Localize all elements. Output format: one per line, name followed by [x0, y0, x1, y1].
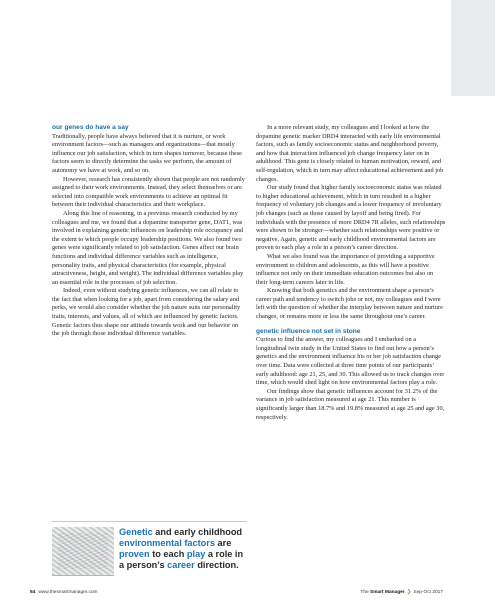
paragraph: Traditionally, people have always believed that it is nurture, or work environment factors—such as managers and organizations—that mostly influence our job satisfaction, which in turn shapes turnover, because these factors seem to directly determine the tasks we perform, the amount of autonomy we have at work, and so on. [52, 132, 242, 174]
pull-quote-text [119, 527, 249, 571]
pull-quote-word: and early childhood [152, 527, 243, 537]
paragraph: What we also found was the importance of providing a supportive environment to children and adolescents, as this will have a positive influence not only on their immediate education outcomes but also on their long-term careers later in life. [256, 252, 435, 286]
magazine-name: Smart Manager [370, 590, 405, 595]
pull-quote-image [52, 527, 114, 576]
paragraph: Curious to find the answer, my colleagues and I embarked on a longitudinal twin study in the United States to find out how a person’s genetics and the environment influence his or her job satisfaction change over time. Data were collected at three time points of our participants’ early adulthood: age 21, 25, and 30. This allowed us to track changes over time, which would shed light on how environmental factors play a role. [256, 336, 445, 387]
pull-quote-word: are [214, 538, 232, 548]
page-number: 54 [30, 590, 36, 595]
pull-quote-word: proven [119, 549, 150, 559]
chevron-right-icon: ❯ [407, 590, 412, 595]
website-link[interactable]: www.thesmartmanager.com [38, 590, 98, 595]
footer-left [30, 590, 98, 595]
pull-quote-word: Genetic [119, 527, 153, 537]
paragraph: Along this line of reasoning, in a previous research conducted by my colleagues and me, we found that a dopamine transporter gene, DAT1, was involved in explaining genetic influences on leadership role occupancy and the extent to which people occupy leadership positions. We also found two genes were significantly related to job satisfaction. Genes affect our brain functions and individual difference variables such as intelligence, personality traits, and physical characteristics (for example, physical attractiveness, height, and weight). The individual difference variables play an essential role in the processes of job selection. [52, 209, 244, 286]
page-footer [0, 590, 495, 600]
paragraph: In a more relevant study, my colleagues and I looked at how the dopamine genetic marker DRD4 interacted with early life environmental factors, such as family socioeconomic status and neighborhood poverty, and how that interaction influenced job change frequency later on in adulthood. This gene is closely related to human motivation, reward, and self-regulation, which in turn may affect educational achievement and job changes. [256, 124, 444, 183]
paragraph: Knowing that both genetics and the environment shape a person’s career path and tendency to switch jobs or not, my colleagues and I were left with the question of whether the interplay between nature and nurture changes, or remains more or less the same throughout one’s career. [256, 287, 443, 321]
corner-tab [451, 0, 495, 96]
section-heading-genes: our genes do have a say [52, 124, 129, 131]
paragraph: Our findings show that genetic influences account for 31.2% of the variance in job satisfaction measured at age 21. This number is significantly larger than 18.7% and 19.8% measured at age 25 and age 30, respectively. [256, 387, 445, 421]
paragraph: Our study found that higher family socioeconomic status was related to higher educational achievement, which in turn resulted in a higher frequency of voluntary job changes and a lower frequency of involuntary job changes (such as those caused by layoff and being fired). For individuals with the presence of more DRD4 7R alleles, such relationships were shown to be stronger—whether such relationships were positive or negative. Again, genetic and early childhood environmental factors are proven to each play a role in a person’s career direction. [256, 184, 446, 252]
issue-date: Sep-Oct 2017 [413, 590, 443, 595]
paragraph: Indeed, even without studying genetic influences, we can all relate to the fact that when looking for a job, apart from considering the salary and perks, we would also consider whether the job nature suits our personality traits, interests, and values, all of which are influenced by genetic factors. Genetic factors thus shape our attitude towards work and our behavior on the job through those individual difference variables. [52, 287, 241, 338]
left-column [52, 124, 245, 339]
pull-quote-word: to each [149, 549, 187, 559]
magazine-prefix: The [360, 590, 371, 595]
section-heading-genetic-influence: genetic influence not set in stone [256, 327, 361, 335]
footer-right [360, 590, 443, 595]
pull-quote-word: direction. [194, 560, 239, 570]
pull-quote-word: play [186, 549, 206, 559]
pull-quote-word: a role in a person’s [119, 549, 244, 570]
pull-quote-word: environmental factors [119, 538, 215, 548]
paragraph: However, research has consistently shown that people are not randomly assigned to their work environments. Instead, they select themselves or are selected into compatible work environments to achieve an optimal fit between their individual characteristics and their workplace. [52, 175, 245, 209]
pull-quote-word: career [167, 560, 195, 570]
right-column [256, 124, 446, 422]
pull-quote [52, 521, 247, 579]
